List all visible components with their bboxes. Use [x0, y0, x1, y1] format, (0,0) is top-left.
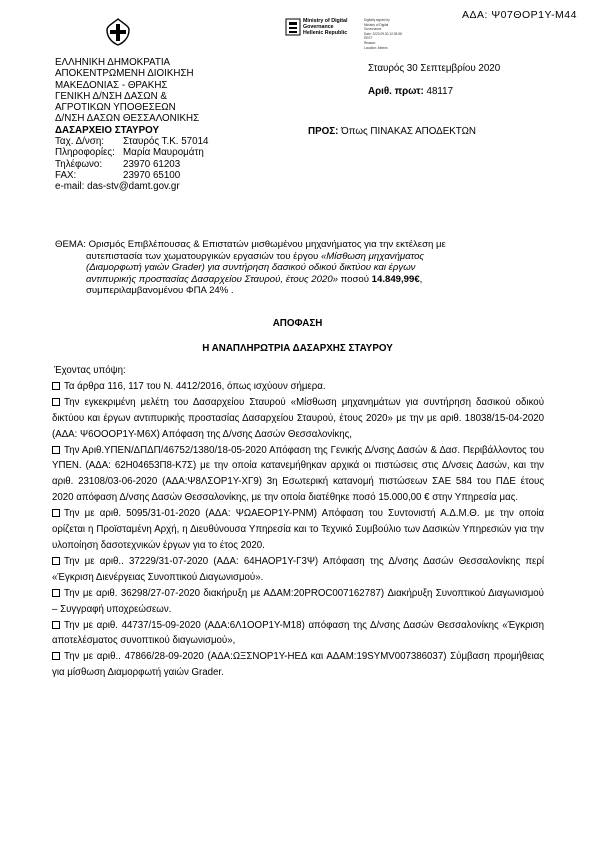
bullet-icon: [52, 557, 60, 565]
protocol-number: [368, 86, 453, 97]
list-item-text: Την με αριθ. 36298/27-07-2020 διακήρυξη με ΑΔΑΜ:20PROC007162787) Διακήρυξη Συνοπτικού Διαγωνισμού – Συγγραφή υποχρεώσεων.: [52, 587, 544, 615]
list-item: [52, 586, 544, 618]
subject-block: [55, 239, 545, 297]
list-item-text: Την με αριθ.. 47866/28-09-2020 (ΑΔΑ:ΩΞΣΝΟΡ1Υ-ΗΕΔ και ΑΔΑΜ:19SYMV007386037) Σύμβαση προμήθειας για μίσθωση Διαμορφωτή γαιών Grader.: [52, 651, 544, 679]
stamp-line: Location: Athens: [364, 45, 388, 50]
bullet-icon: [52, 446, 60, 454]
stamp-line: Date: 2020.09.30 12:35:58: [364, 31, 402, 36]
list-item-text: Την με αριθ. 44737/15-09-2020 (ΑΔΑ:6Λ1ΟΟΡ1Υ-Μ18) απόφαση της Δ/νσης Δασών Θεσσαλονίκης «Έγκριση αποτελέσματος συνοπτικού διαγωνισμού»,: [52, 619, 544, 647]
decision-heading: ΑΠΟΦΑΣΗ: [272, 318, 323, 329]
contact-row: [55, 159, 208, 170]
sender-block: [55, 57, 208, 193]
sender-line: ΑΠΟΚΕΝΤΡΩΜΕΝΗ ΔΙΟΙΚΗΣΗ: [55, 68, 194, 80]
contact-value: Σταυρός Τ.Κ. 57014: [123, 136, 209, 148]
recipient-label: ΠΡΟΣ:: [308, 126, 339, 137]
list-item-text: Την εγκεκριμένη μελέτη του Δασαρχείου Σταυρού «Μίσθωση μηχανημάτων για συντήρηση δασικού οδικού δικτύου και έργων αντιπυρικής προστασίας Δασαρχείου Σταυρού, έτους 2020» με την με αριθ. 18038/15-04-2020 (ΑΔΑ: Ψ6ΟΟΟΡ1Υ-Μ6Χ) Απόφαση της Δ/νσης Δασών Θεσσαλονίκης,: [52, 396, 544, 440]
contact-value: 23970 61203: [123, 158, 181, 170]
digital-signature-stamp: [364, 18, 402, 50]
sender-line: ΜΑΚΕΔΟΝΙΑΣ - ΘΡΑΚΗΣ: [55, 79, 168, 91]
ministry-line: Hellenic Republic: [303, 30, 348, 36]
recipient: [308, 126, 476, 137]
subject-italic: αντιπυρικής προστασίας Δασαρχείου Σταυρού, έτους 2020»: [86, 273, 338, 285]
stamp-line: Reason:: [364, 40, 376, 45]
office-name: ΔΑΣΑΡΧΕΙΟ ΣΤΑΥΡΟΥ: [55, 124, 160, 136]
stamp-line: EEST: [364, 36, 373, 41]
subject-text: ,: [419, 273, 423, 285]
list-item-text: Τα άρθρα 116, 117 του Ν. 4412/2016, όπως ισχύουν σήμερα.: [64, 380, 326, 392]
subject-line: (Διαμορφωτή γαιών Grader) για συντήρηση δασικού οδικού δικτύου και έργων: [86, 262, 416, 274]
list-item-text: Την με αριθ. 5095/31-01-2020 (ΑΔΑ: ΨΩΑΕΟΡ1Υ-ΡΝΜ) Απόφαση του Συντονιστή Α.Δ.Μ.Θ. με την οποία ορίζεται η Προϊσταμένη Αρχή, η Διευθύνουσα Υπηρεσία και το Τεχνικό Συμβούλιο των Δασικών Υπηρεσιών για την υλοποίηση δασοτεχνικών έργων για το έτος 2020.: [52, 508, 544, 551]
ada-code: ΑΔΑ: Ψ07ΘΟΡ1Υ-Μ44: [462, 9, 577, 21]
stamp-line: Governance: [364, 27, 382, 32]
document-date: Σταυρός 30 Σεπτεμβρίου 2020: [368, 63, 501, 74]
subject-line: ΘΕΜΑ: Ορισμός Επιβλέπουσας & Επιστατών μισθωμένου μηχανήματος για την εκτέλεση με: [55, 239, 446, 250]
bullet-icon: [52, 589, 60, 597]
contact-value: Μαρία Μαυρομάτη: [123, 147, 204, 159]
subject-italic: «Μίσθωση μηχανήματος: [320, 250, 425, 262]
contact-label: FAX:: [55, 169, 77, 181]
subject-line: συμπεριλαμβανομένου ΦΠΑ 24% .: [86, 285, 234, 297]
signatory-heading: Η ΑΝΑΠΛΗΡΩΤΡΙΑ ΔΑΣΑΡΧΗΣ ΣΤΑΥΡΟΥ: [202, 343, 393, 354]
list-item: [52, 618, 544, 650]
subject-text: αυτεπιστασία των χωματουργικών εργασιών του έργου: [86, 250, 321, 262]
document-body: [52, 363, 544, 681]
list-item: [52, 395, 544, 443]
subject-line: [55, 274, 545, 286]
contact-label: Πληροφορίες:: [55, 147, 115, 159]
list-item: [52, 379, 544, 395]
contact-label: Τηλέφωνο:: [55, 158, 103, 170]
contact-label: Ταχ. Δ/νση:: [55, 136, 104, 148]
protocol-label: Αριθ. πρωτ:: [368, 86, 424, 97]
greek-emblem-icon: [104, 18, 132, 46]
list-item: [52, 554, 544, 586]
stamp-line: Digitally signed by: [364, 18, 390, 22]
recipient-value: Όπως ΠΙΝΑΚΑΣ ΑΠΟΔΕΚΤΩΝ: [341, 126, 476, 137]
body-intro: Έχοντας υπόψη:: [54, 365, 126, 376]
bullet-icon: [52, 509, 60, 517]
contact-row: [55, 136, 208, 147]
bullet-icon: [52, 652, 60, 660]
sender-line: Δ/ΝΣΗ ΔΑΣΩΝ ΘΕΣΣΑΛΟΝΙΚΗΣ: [55, 113, 200, 125]
subject-amount: 14.849,99€: [371, 273, 420, 285]
list-item-text: Την με αριθ.. 37229/31-07-2020 (ΑΔΑ: 64ΗΑΟΡ1Υ-Γ3Ψ) Απόφαση της Δ/νσης Δασών Θεσσαλονίκης περί «Έγκριση Διενέργειας Συνοπτικού Διαγωνισμού».: [52, 555, 544, 583]
bullet-icon: [52, 398, 60, 406]
contact-row: [55, 170, 208, 181]
bullet-icon: [52, 621, 60, 629]
list-item-text: Την Αριθ.ΥΠΕΝ/ΔΠΔΠ/46752/1380/18-05-2020 Απόφαση της Γενικής Δ/νσης Δασών & Δασ. Περιβάλλοντος του ΥΠΕΝ. (ΑΔΑ: 62Η04653Π8-Κ7Σ) με την οποία κατανεμήθηκαν αρχικά οι πιστώσεις στις Δ/νσεις Δασών, και την αριθ. 23108/03-06-2020 (ΑΔΑ:Ψ8ΛΣΟΡ1Υ-ΧΓ9) 3η Εσωτερική κατανομή πιστώσεων ΣΑΕ 584 του ΠΔΕ έτους 2020 απόφαση Δ/νσης Δασών Θεσσαλονίκης, με την οποία διατέθηκε ποσό 15.000,00 € στην Υπηρεσία μας.: [52, 444, 544, 504]
bullet-icon: [52, 382, 60, 390]
list-item: [52, 506, 544, 554]
subject-text: ποσού: [338, 273, 372, 285]
sender-line: ΓΕΝΙΚΗ Δ/ΝΣΗ ΔΑΣΩΝ &: [55, 90, 167, 102]
contact-row: [55, 147, 208, 158]
protocol-value: 48117: [426, 86, 454, 97]
ministry-name: [303, 18, 361, 36]
ministry-line: Governance: [303, 24, 334, 30]
list-item: [52, 443, 544, 507]
contact-value: 23970 65100: [123, 169, 181, 181]
email-line: e-mail: das-stv@damt.gov.gr: [55, 181, 180, 193]
subject-line: [55, 251, 545, 263]
ministry-line: Ministry of Digital: [303, 18, 348, 24]
stamp-line: Ministry of Digital: [364, 22, 389, 27]
sender-line: ΕΛΛΗΝΙΚΗ ΔΗΜΟΚΡΑΤΙΑ: [55, 57, 171, 68]
sender-line: ΑΓΡΟΤΙΚΩΝ ΥΠΟΘΕΣΕΩΝ: [55, 102, 176, 114]
list-item: [52, 649, 544, 681]
ministry-logo-icon: [285, 18, 301, 36]
